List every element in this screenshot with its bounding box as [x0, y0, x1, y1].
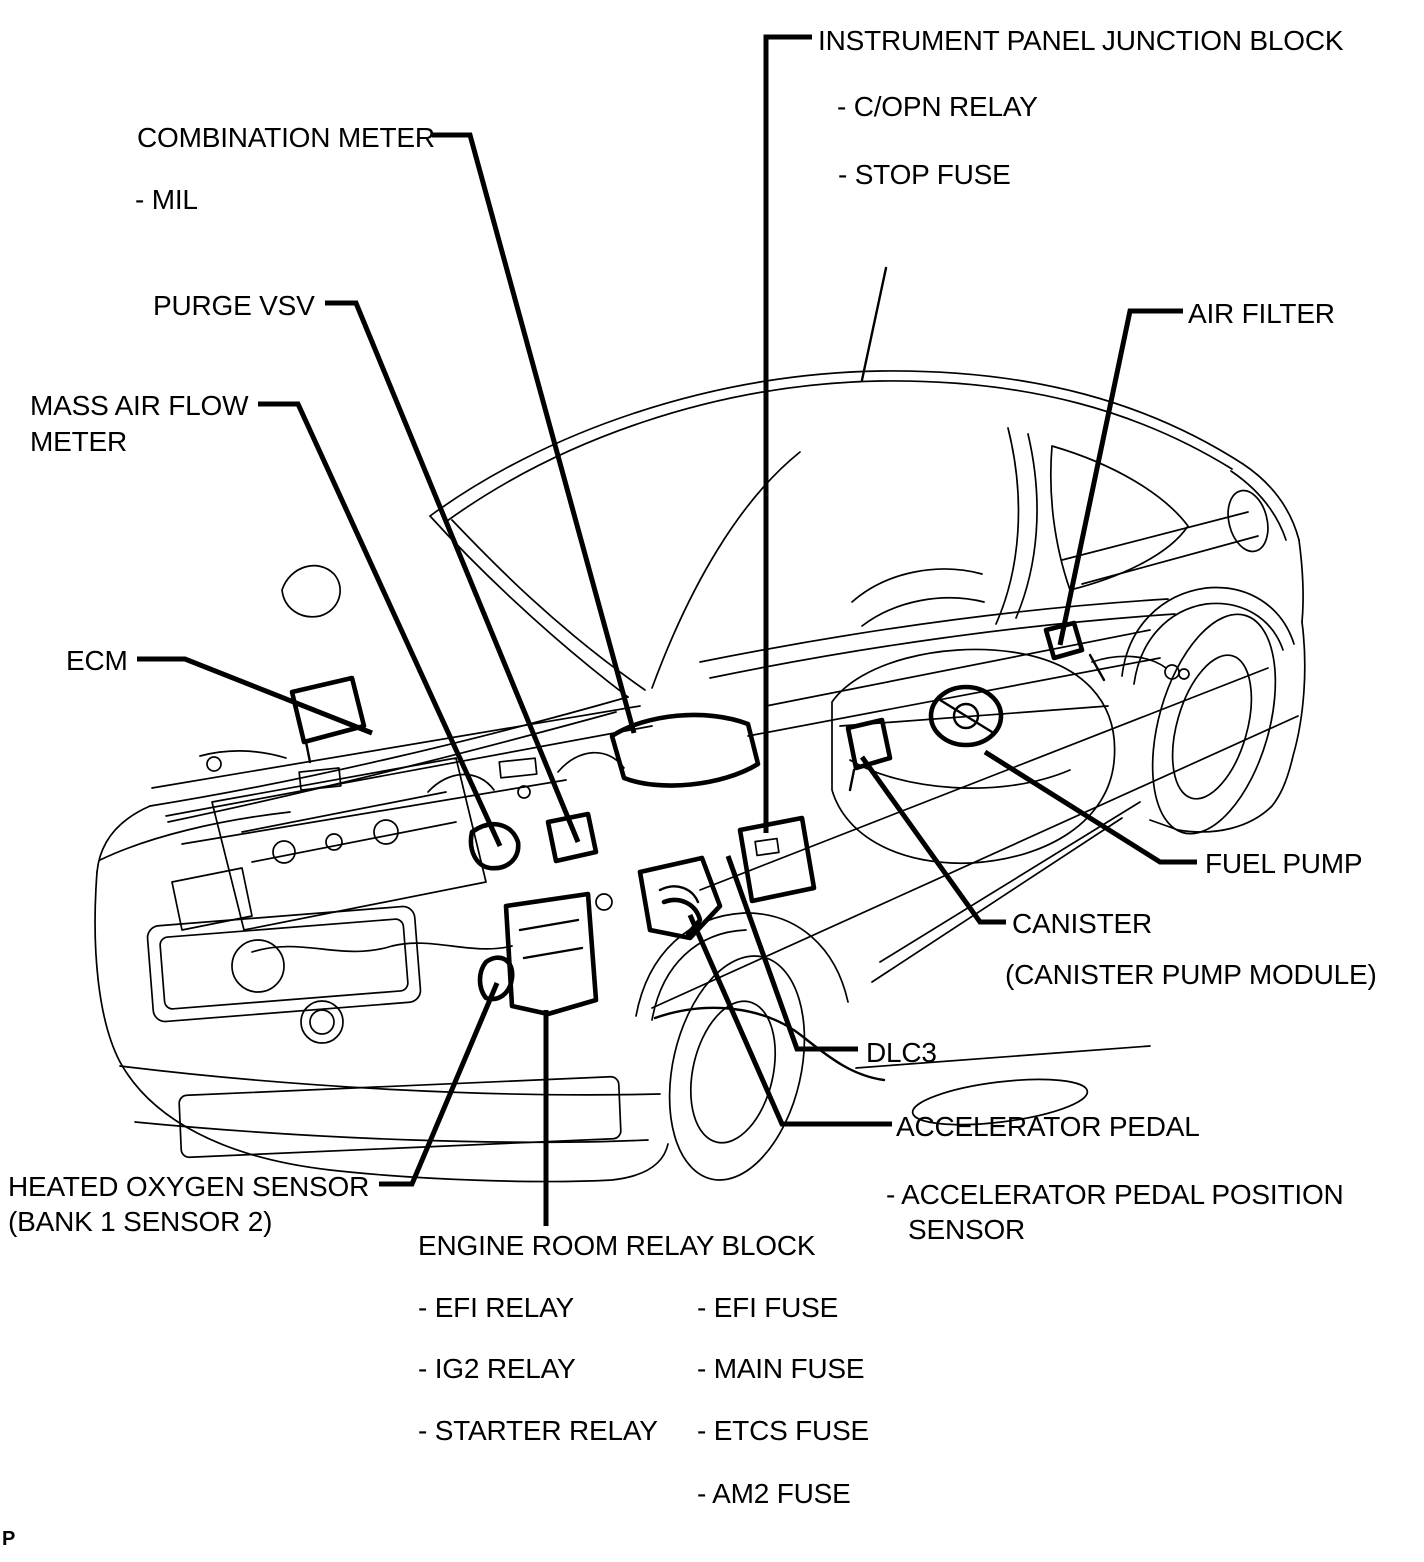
antenna-line — [862, 268, 886, 380]
heated-oxygen-sensor-part — [480, 958, 512, 999]
label-etcs-fuse: - ETCS FUSE — [697, 1415, 870, 1446]
label-engine-room-relay-block: ENGINE ROOM RELAY BLOCK — [418, 1230, 816, 1261]
front-tire — [649, 943, 825, 1194]
label-air-filter: AIR FILTER — [1188, 298, 1335, 329]
label-dlc3: DLC3 — [866, 1037, 937, 1068]
leader-instrument-panel-junction-block — [766, 37, 812, 833]
leader-lines — [137, 37, 1197, 1226]
leader-combination-meter — [432, 135, 634, 733]
lower-grille — [179, 1076, 621, 1157]
label-instrument-panel-junction-block: INSTRUMENT PANEL JUNCTION BLOCK — [818, 25, 1344, 56]
air-filter-part — [1046, 623, 1104, 680]
label-am2-fuse: - AM2 FUSE — [697, 1478, 851, 1509]
dlc3-part — [640, 858, 720, 938]
label-mass-air-flow-meter: MASS AIR FLOW METER — [30, 390, 249, 457]
leader-accelerator-pedal — [690, 915, 892, 1124]
car-body-outline — [95, 268, 1305, 1193]
fuel-pump-part — [931, 687, 1001, 745]
component-highlights — [292, 623, 1104, 1014]
label-main-fuse: - MAIN FUSE — [697, 1353, 865, 1384]
side-mirror — [282, 566, 340, 617]
cabin-cutaway-detail — [748, 512, 1258, 863]
label-canister: CANISTER — [1012, 908, 1152, 939]
rear-tire — [1130, 600, 1298, 848]
leader-air-filter — [1060, 311, 1183, 645]
label-heated-oxygen-sensor: HEATED OXYGEN SENSOR (BANK 1 SENSOR 2) — [8, 1171, 370, 1237]
label-ecm: ECM — [66, 645, 128, 676]
canister-part — [848, 720, 890, 790]
label-combination-meter: COMBINATION METER — [137, 122, 435, 153]
label-accelerator-pedal-position-sensor: - ACCELERATOR PEDAL POSITION SENSOR — [886, 1179, 1344, 1245]
label-mil: - MIL — [135, 184, 198, 215]
label-efi-relay: - EFI RELAY — [418, 1292, 574, 1323]
engine-bay-detail — [152, 706, 652, 952]
engine-room-relay-block-part — [506, 894, 596, 1014]
label-stop-fuse: - STOP FUSE — [838, 159, 1011, 190]
label-copn-relay: - C/OPN RELAY — [837, 91, 1038, 122]
intake-duct — [655, 1008, 884, 1080]
page-marker: P — [2, 1528, 16, 1550]
label-accelerator-pedal: ACCELERATOR PEDAL — [896, 1111, 1200, 1142]
ecm-part — [292, 678, 364, 762]
fuel-door — [1222, 486, 1274, 555]
leader-ecm — [137, 659, 372, 733]
fuel-tank — [832, 649, 1115, 863]
label-starter-relay: - STARTER RELAY — [418, 1415, 658, 1446]
label-efi-fuse: - EFI FUSE — [697, 1292, 839, 1323]
label-canister-pump-module: (CANISTER PUMP MODULE) — [1005, 959, 1377, 990]
leader-fuel-pump — [985, 752, 1197, 862]
label-purge-vsv: PURGE VSV — [153, 290, 315, 321]
label-fuel-pump: FUEL PUMP — [1205, 848, 1363, 879]
label-ig2-relay: - IG2 RELAY — [418, 1353, 576, 1384]
